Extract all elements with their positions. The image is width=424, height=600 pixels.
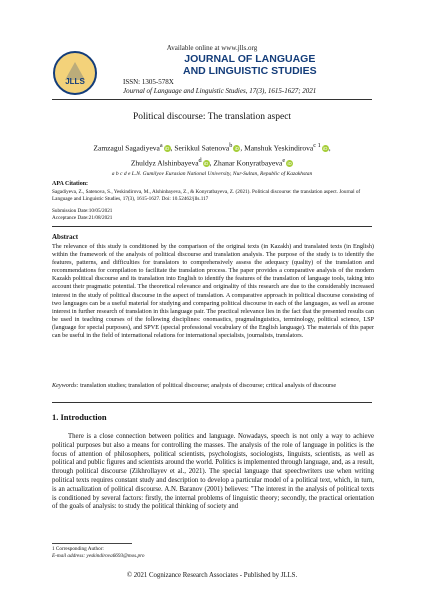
- availability-note: Available online at www.jlls.org: [166, 44, 258, 52]
- orcid-icon: iD: [204, 161, 209, 167]
- affiliation: a b c d e L.N. Gumilyov Eurasian National University, Nur-Sultan, Republic of Kazakhstan: [111, 171, 313, 177]
- author-sup: c 1: [313, 142, 321, 149]
- header-divider: [52, 99, 372, 100]
- apa-citation: Sagadiyeva, Z., Satenova, S., Yeskindirova, M., Alshinbayeva, Z., & Konyratbayeva, Z. (2021). Political discourse: the translation aspect. Journal of Language and Linguistic Studies, 17(3), 1615-1627. Doi: 10.52462/jlls.117: [52, 189, 361, 202]
- keywords-list: translation studies; translation of political discourse; analysis of discourse; critical analysis of discourse: [80, 382, 337, 389]
- authors-line-1: Zamzagul Sagadiyeva$^a$ iD, Serikkul Satenova$^b$ iD, Manshuk Yeskindirova$^{c 1}$ iD,: [93, 142, 331, 153]
- acceptance-date: Acceptance Date:21/08/2021: [52, 215, 113, 221]
- author-sup: b: [229, 142, 233, 149]
- apa-heading: APA Citation:: [52, 181, 89, 187]
- introduction-text: There is a close connection between politics and language. Nowadays, speech is not only a way to achieve political purposes but also a means for controlling the masses. The analysis of the role of language in politics is the focus of attention of philosophers, political scientists, psychologists, sociologists, linguists, scientists, as well as political and public figures and scientists around the world. Politics is implemented through language, and, as a result, through political discourse (Zikhrollayev et al., 2021). The special language that speechwriters use when writing political texts requires constant study and description to develop a particular model of a political text, which, in turn, is an actualization of political discourse. A.N. Baranov (2001) believes: "The interest in the analysis of political texts is conditioned by several factors: firstly, the internal problems of linguistic theory; secondly, the practical orientation of the goals of analysis: to study the political thinking of society and: [52, 433, 374, 511]
- introduction-heading: 1. Introduction: [52, 412, 107, 422]
- author-name: Zhanar Konyratbayeva: [213, 158, 283, 168]
- copyright: © 2021 Cognizance Research Associates - Published by JLLS.: [126, 572, 298, 579]
- apa-divider: [52, 226, 372, 227]
- footnote-email: E-mail address: yeskindirova6693@mos.pro: [52, 553, 145, 559]
- footnote-divider: [52, 543, 132, 544]
- authors-line-2: Zhuldyz Alshinbayeva$^d$ iD, Zhanar Konyratbayeva$^e$ iD: [130, 157, 292, 168]
- author-name: Zamzagul Sagadiyeva: [93, 143, 160, 153]
- abstract-text: The relevance of this study is conditioned by the comparison of the original texts (in Kazakh) and translated texts (in English) within the framework of the analysis of political discourse and translation analysis. The purpose of the study is to identify the features, patterns, and difficulties for translators to comprehensively assess the adequacy (quality) of the translation and recommendations for compilation to facilitate the translation process. The paper provides a comparative analysis of the modern Kazakh political discourse and its translation into English to identify the features of the translation of language tools, taking into account their pragmatic potential. The theoretical relevance and originality of this research are due to the considerably increased interest in the study of political discourse in the aspect of translation. A comparative approach in political discourse consisting of two languages can be a useful material for studying and comparing political discourse in each of the languages, as well as arouse interest in further research of translation in this language pair. The practical relevance lies in the fact that the presented results can be used in teaching courses of the following disciplines: onomastics, pragmalinguistics, terminology, political science, LSP (language for special purposes), and SPVE (special professional vocabulary of the English language). The materials of this paper can be useful in the field of international relations for international specialists, journalists, translators.: [52, 243, 374, 340]
- keywords-label: Keywords:: [52, 382, 79, 389]
- footnote-corresponding: 1 Corresponding Author:: [52, 546, 104, 552]
- orcid-icon: iD: [234, 146, 239, 152]
- author-sup: e: [282, 157, 286, 164]
- orcid-icon: iD: [287, 161, 292, 167]
- logo-text: JLLS: [65, 77, 85, 86]
- submission-date: Submission Date:10/05/2021: [52, 208, 113, 214]
- journal-title-line-1: JOURNAL OF LANGUAGE: [184, 53, 316, 65]
- abstract-divider: [52, 402, 372, 403]
- author-name: Manshuk Yeskindirova: [244, 143, 314, 153]
- issn: ISSN: 1305-578X: [123, 78, 174, 86]
- author-sup: a: [159, 142, 163, 149]
- journal-logo: [52, 50, 98, 96]
- orcid-icon: iD: [165, 146, 170, 152]
- journal-reference: Journal of Language and Linguistic Studies, 17(3), 1615-1627; 2021: [123, 87, 317, 95]
- journal-title-line-2: AND LINGUISTIC STUDIES: [183, 65, 317, 77]
- author-name: Serikkul Satenova: [174, 143, 230, 153]
- paper-title: Political discourse: The translation aspect: [132, 112, 292, 122]
- abstract-heading: Abstract: [52, 233, 79, 241]
- author-name: Zhuldyz Alshinbayeva: [130, 158, 199, 168]
- orcid-icon: iD: [323, 146, 328, 152]
- keywords: [52, 382, 374, 390]
- journal-title: [183, 53, 317, 77]
- author-sup: d: [198, 157, 202, 164]
